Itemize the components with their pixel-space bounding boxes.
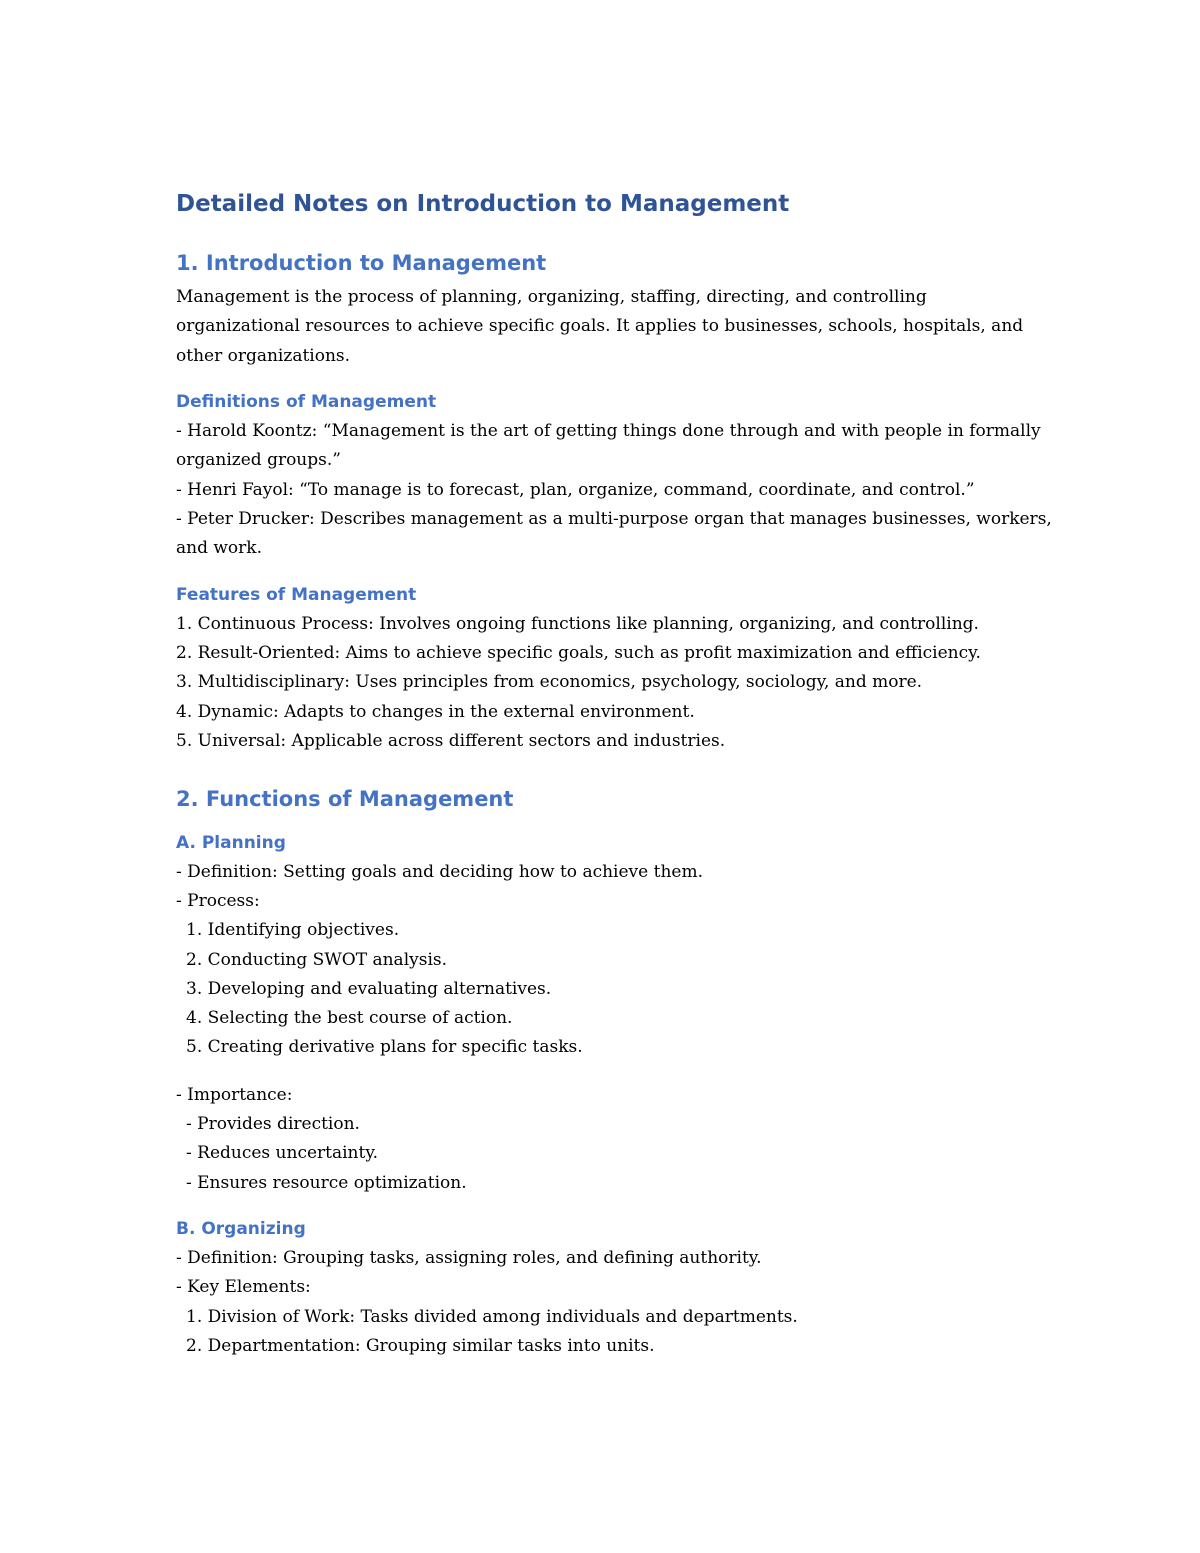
introduction-paragraph: Management is the process of planning, organizing, staffing, directing, and controlling organizational resources to achieve specific goals. It applies to businesses, schools, hospitals, and other organizations.	[176, 287, 1024, 366]
features-list	[176, 610, 1056, 756]
process-item: 2. Conducting SWOT analysis.	[186, 949, 448, 970]
document-content	[176, 190, 1056, 1361]
definitions-list	[176, 417, 1056, 563]
feature-item: 2. Result-Oriented: Aims to achieve specific goals, such as profit maximization and efficiency.	[176, 643, 981, 664]
organizing-definition: - Definition: Grouping tasks, assigning roles, and defining authority.	[176, 1247, 762, 1268]
key-element-item: 2. Departmentation: Grouping similar tasks into units.	[186, 1335, 655, 1356]
subheading-features: Features of Management	[176, 584, 417, 605]
subheading-planning: A. Planning	[176, 832, 286, 853]
organizing-key-elements-label: - Key Elements:	[176, 1277, 311, 1298]
subheading-definitions: Definitions of Management	[176, 392, 437, 413]
document-title: Detailed Notes on Introduction to Management	[176, 191, 790, 217]
definition-drucker: - Peter Drucker: Describes management as a multi-purpose organ that manages businesses, workers, and work.	[176, 509, 1052, 559]
planning-process-label: - Process:	[176, 890, 260, 911]
feature-item: 4. Dynamic: Adapts to changes in the external environment.	[176, 701, 695, 722]
importance-item: - Ensures resource optimization.	[186, 1172, 467, 1193]
planning-importance-label: - Importance:	[176, 1084, 293, 1105]
subheading-organizing: B. Organizing	[176, 1218, 306, 1239]
feature-item: 1. Continuous Process: Involves ongoing functions like planning, organizing, and controlling.	[176, 613, 979, 634]
process-item: 5. Creating derivative plans for specific tasks.	[186, 1037, 583, 1058]
planning-definition: - Definition: Setting goals and deciding how to achieve them.	[176, 861, 703, 882]
organizing-block	[176, 1244, 1056, 1361]
importance-item: - Provides direction.	[186, 1114, 360, 1134]
definition-fayol: - Henri Fayol: “To manage is to forecast, plan, organize, command, coordinate, and control.”	[176, 479, 975, 500]
process-item: 1. Identifying objectives.	[186, 920, 400, 941]
feature-item: 5. Universal: Applicable across different sectors and industries.	[176, 730, 726, 751]
feature-item: 3. Multidisciplinary: Uses principles from economics, psychology, sociology, and more.	[176, 672, 923, 693]
process-item: 4. Selecting the best course of action.	[186, 1008, 513, 1029]
planning-block	[176, 858, 1056, 1198]
section-heading-functions: 2. Functions of Management	[176, 787, 514, 812]
section-heading-introduction: 1. Introduction to Management	[176, 250, 547, 275]
definition-koontz: - Harold Koontz: “Management is the art of getting things done through and with people in formally organized groups.”	[176, 421, 1041, 471]
key-element-item: 1. Division of Work: Tasks divided among individuals and departments.	[186, 1306, 798, 1327]
process-item: 3. Developing and evaluating alternatives.	[186, 978, 552, 999]
importance-item: - Reduces uncertainty.	[186, 1143, 379, 1164]
spacer	[176, 1063, 1056, 1081]
